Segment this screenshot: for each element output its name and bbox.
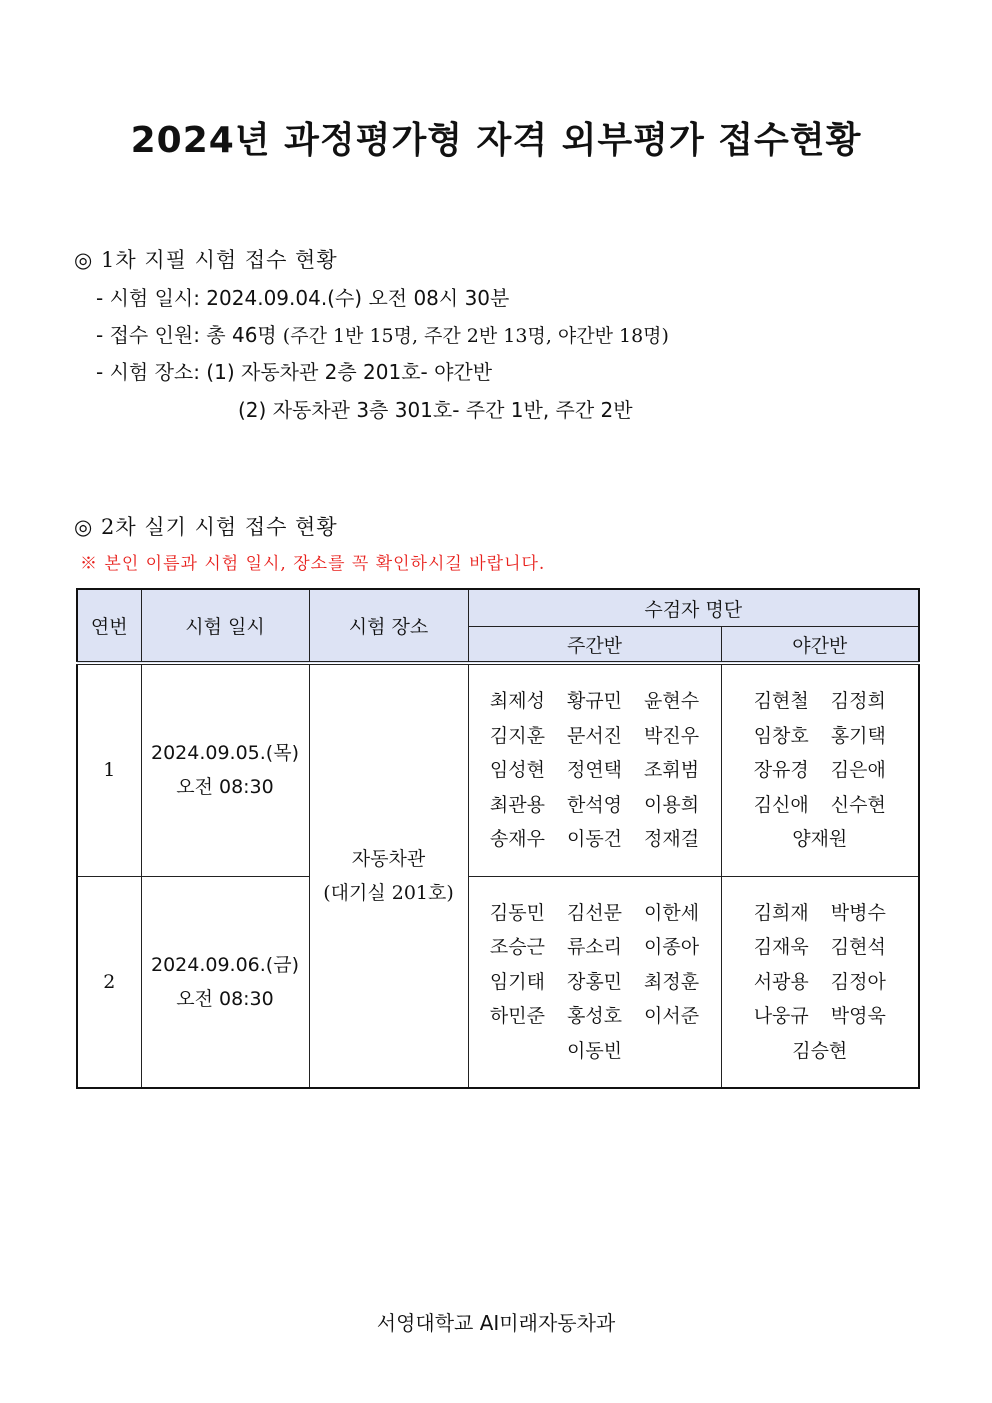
examinee-name: 류소리: [566, 936, 623, 958]
examinee-name: 홍기택: [830, 724, 886, 747]
applicant-count-main: - 접수 인원: 총 46명: [96, 323, 277, 347]
examinee-name: 정연택: [566, 759, 623, 781]
exam-datetime: [141, 663, 309, 876]
examinee-name: 김동민: [489, 901, 545, 924]
examinee-name: 장홍민: [566, 970, 623, 993]
examinee-name: 이동건: [566, 828, 623, 850]
examinee-name: 김신애: [753, 793, 809, 816]
day-class-roster: [468, 663, 721, 876]
footer-department: 서영대학교 AI미래자동차과: [376, 1311, 616, 1335]
day-class-roster: [468, 876, 721, 1088]
exam-date-line: - 시험 일시: 2024.09.04.(수) 오전 08시 30분: [96, 286, 510, 310]
row-number: 1: [77, 663, 141, 876]
examinee-name: 최관용: [489, 793, 545, 816]
examinee-name: 홍성호: [566, 1005, 623, 1027]
applicant-count-line: [96, 319, 669, 348]
examinee-name: 이서준: [644, 1005, 700, 1027]
examinee-name: 문서진: [566, 724, 623, 747]
page-title: 2024년 과정평가형 자격 외부평가 접수현황: [130, 120, 862, 161]
examinee-name: 이종아: [644, 936, 700, 958]
examinee-name: 박병수: [830, 901, 886, 924]
exam-venue: [309, 663, 468, 1088]
examinee-name: 김정희: [830, 690, 886, 712]
examinee-name: 김지훈: [489, 724, 545, 747]
examinee-name: 조승근: [489, 936, 545, 958]
examinee-name: 나웅규: [753, 1005, 809, 1027]
examinee-name: 김승현: [792, 1039, 848, 1062]
applicant-count-detail: (주간 1반 15명, 주간 2반 13명, 야간반 18명): [276, 325, 669, 347]
header-date: 시험 일시: [141, 589, 309, 663]
header-roster: 수검자 명단: [468, 589, 919, 627]
examinee-name: 박영욱: [830, 1005, 886, 1027]
exam-time: 오전 08:30: [176, 987, 274, 1010]
examinee-name: 김현철: [753, 690, 809, 712]
header-night-class: 야간반: [721, 627, 919, 664]
examinee-name: 이용희: [644, 793, 700, 816]
examinee-name: 조휘범: [644, 759, 700, 781]
examinee-name: 김재욱: [753, 936, 809, 958]
examinee-name: 양재원: [792, 828, 848, 850]
examinee-name: 최정훈: [644, 970, 700, 993]
examinee-name: 김정아: [830, 970, 886, 993]
examinee-name: 임창호: [753, 724, 809, 747]
examinee-name: 송재우: [489, 828, 545, 850]
venue-room: (대기실 201호): [323, 882, 454, 904]
examinee-name: 김은애: [830, 759, 886, 781]
examinee-name: 임기태: [489, 970, 545, 993]
examinee-name: 한석영: [566, 793, 623, 816]
exam-datetime: [141, 876, 309, 1088]
row-number: 2: [77, 876, 141, 1088]
exam-venue-line-1: - 시험 장소: (1) 자동차관 2층 201호- 야간반: [96, 360, 493, 384]
examinee-name: 정재걸: [644, 828, 700, 850]
header-venue: 시험 장소: [309, 589, 468, 663]
table-row: [77, 876, 919, 1088]
examinee-name: 김희재: [753, 901, 809, 924]
examinee-name: 윤현수: [644, 690, 700, 712]
examinee-name: 김현석: [830, 936, 886, 958]
section2-heading: ◎ 2차 실기 시험 접수 현황: [74, 515, 338, 539]
table-row: [77, 663, 919, 876]
examinee-name: 하민준: [489, 1005, 545, 1027]
section1-heading: ◎ 1차 지필 시험 접수 현황: [74, 248, 338, 272]
examinee-name: 장유경: [753, 759, 809, 781]
examinee-name: 이동빈: [566, 1039, 623, 1062]
exam-venue-line-2: (2) 자동차관 3층 301호- 주간 1반, 주간 2반: [238, 398, 633, 422]
examinee-name: 서광용: [753, 970, 809, 993]
examinee-name: 이한세: [644, 901, 700, 924]
venue-building: 자동차관: [351, 848, 426, 870]
examinee-name: 김선문: [566, 901, 623, 924]
examinee-name: 임성현: [489, 759, 545, 781]
examinee-name: 박진우: [644, 724, 700, 747]
notice-text: ※ 본인 이름과 시험 일시, 장소를 꼭 확인하시길 바랍니다.: [80, 554, 546, 574]
header-no: 연번: [77, 589, 141, 663]
exam-date: 2024.09.05.(목): [150, 742, 299, 765]
header-day-class: 주간반: [468, 627, 721, 664]
exam-time: 오전 08:30: [176, 776, 274, 799]
night-class-roster: [721, 876, 919, 1088]
examinee-name: 신수현: [830, 793, 886, 816]
examinee-name: 황규민: [566, 690, 623, 712]
night-class-roster: [721, 663, 919, 876]
exam-date: 2024.09.06.(금): [150, 953, 299, 976]
roster-table: [76, 588, 920, 1089]
examinee-name: 최제성: [489, 690, 545, 712]
